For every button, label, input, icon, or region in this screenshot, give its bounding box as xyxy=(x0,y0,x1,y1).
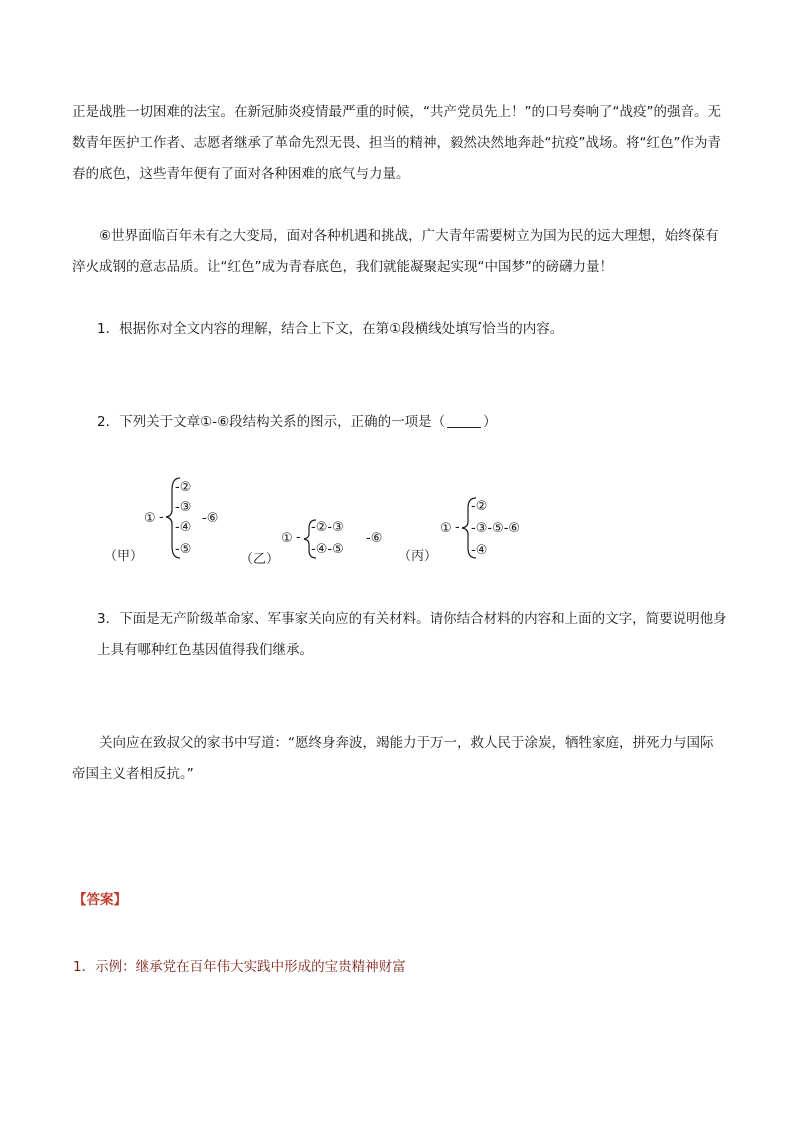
passage-paragraph-continued: 正是战胜一切困难的法宝。在新冠肺炎疫情最严重的时候，“共产党员先上！”的口号奏响了“战疫”的强音。无数青年医护工作者、志愿者继承了革命先烈无畏、担当的精神，毅然决然地奔赴“抗疫”战场。将“红色”作为青春的底色，这些青年便有了面对各种困难的底气与力量。 xyxy=(72,104,721,182)
passage-paragraph-6: ⑥世界面临百年未有之大变局，面对各种机遇和挑战，广大青年需要树立为国为民的远大理想，始终葆有淬火成钢的意志品质。让“红色”成为青春底色，我们就能凝聚起实现“中国梦”的磅礴力量！ xyxy=(72,228,719,275)
answer-heading: 【答案】 xyxy=(73,892,127,908)
diagram-bing xyxy=(398,498,520,564)
question-3: 3．下面是无产阶级革命家、军事家关向应的有关材料。请你结合材料的内容和上面的文字，简要说明他身上具有哪种红色基因值得我们继承。 xyxy=(97,611,727,658)
diagram-bing-bottom: -④ xyxy=(471,543,488,558)
diagram-yi-branch-2: -④-⑤ xyxy=(311,542,344,557)
question-2 xyxy=(97,407,727,438)
diagram-bing-dash: - xyxy=(455,520,460,535)
answer-blank xyxy=(447,413,481,428)
diagram-bing-root: ① xyxy=(440,521,452,536)
diagram-jia xyxy=(104,478,218,564)
diagram-jia-dash: - xyxy=(159,510,164,525)
structure-diagrams xyxy=(0,470,794,580)
diagram-jia-branch-1: -② xyxy=(175,480,192,495)
diagram-jia-branch-4: -⑤ xyxy=(175,542,192,557)
diagram-yi-end: -⑥ xyxy=(366,531,383,546)
diagram-yi-root: ① xyxy=(281,531,293,546)
diagram-bing-middle: -③-⑤-⑥ xyxy=(471,521,521,536)
diagram-jia-label: （甲） xyxy=(104,549,144,564)
diagram-jia-root: ① xyxy=(144,511,156,526)
diagram-yi-branch-1: -②-③ xyxy=(311,520,344,535)
diagram-yi-label: （乙） xyxy=(240,552,280,567)
diagram-jia-branch-3: -④ xyxy=(175,520,192,535)
diagram-yi-dash: - xyxy=(296,530,301,545)
question-2-text: 2．下列关于文章①-⑥段结构关系的图示，正确的一项是（ xyxy=(97,414,446,430)
question-2-close: ） xyxy=(483,414,497,430)
answer-1: 1．示例：继承党在百年伟大实践中形成的宝贵精神财富 xyxy=(73,959,406,975)
diagram-jia-branch-2: -③ xyxy=(175,500,192,515)
diagram-jia-end: -⑥ xyxy=(202,511,219,526)
diagram-yi xyxy=(240,520,382,567)
question-1: 1．根据你对全文内容的理解，结合上下文，在第①段横线处填写恰当的内容。 xyxy=(97,321,564,337)
diagram-bing-label: （丙） xyxy=(398,549,438,564)
material-quote: 关向应在致叔父的家书中写道：“愿终身奔波，竭能力于万一，救人民于涂炭，牺牲家庭，拼死力与国际帝国主义者相反抗。” xyxy=(72,735,714,782)
diagram-bing-top: -② xyxy=(471,499,488,514)
